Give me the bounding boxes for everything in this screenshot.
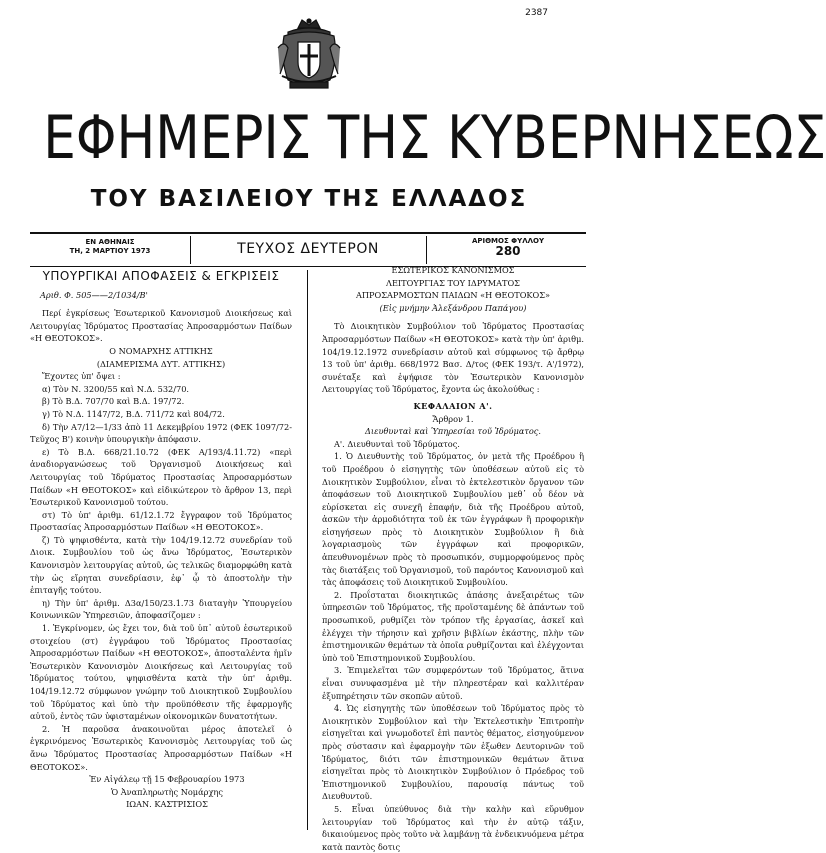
article-heading: Ἄρθρον 1. [432,413,474,424]
right-column [322,264,584,853]
decision-reference: Αριθ. Φ. 505——2/1034/Β' [40,289,148,300]
masthead-date: ΤΗ, 2 ΜΑΡΤΙΟΥ 1973 [69,247,151,255]
list-item: ζ) Τὸ ψηφισθέντα, κατὰ τὴν 104/19.12.72 συνεδρίαν τοῦ Διοικ. Συμβουλίου τοῦ ὡς ἄνω Ἱδρύματος, Ἐσωτερικὸν Κανονισμὸν λειτουργίας αὐτοῦ, ὡς τελικῶς διαμορφώθη κατὰ τὴν ὡς εἴρηται συνεδρίασιν, ἐφ᾽ ᾧ τὸ ἀποστολὴν τὴν ἐπιταγῆς τούτου. [30,534,292,596]
list-item: β) Τὸ Β.Δ. 707/70 καὶ Β.Δ. 197/72. [42,396,185,407]
article-paragraph: 2. Προΐσταται διοικητικῶς ἁπάσης ἀνεξαιρέτως τῶν ὑπηρεσιῶν τοῦ Ἱδρύματος, τῆς προϊσταμένης δὲ ἁπάντων τοῦ προσωπικοῦ, ρυθμίζει τὸν τρόπον τῆς ἐργασίας, ἀσκεῖ καὶ ἐλέγχει τὴν τήρησιν καὶ χρῆσιν βιβλίων ἐκάστης, πλὴν τῶν ἐπιστημονικῶν θεμάτων τὰ ὁποῖα ρυθμίζονται καὶ ἐλέγχονται ὑπὸ τοῦ Ἐπιστημονικοῦ Συμβουλίου. [322,589,584,663]
article-paragraph: 4. Ὡς εἰσηγητὴς τῶν ὑποθέσεων τοῦ Ἱδρύματος πρὸς τὸ Διοικητικὸν Συμβούλιον καὶ τὴν Ἐκτελεστικὴν Ἐπιτροπὴν εἰσηγεῖται καὶ γνωμοδοτεῖ ἐπὶ παντὸς θέματος, εἰσηγούμενον πρὸς σύστασιν καὶ ἐφαρμογὴν τῶν ἐξωθεν Δευτορινῶν τοῦ Ἱδρύματος, διότι τῶν ἐπιστημονικῶν θεμάτων ἅτινα εἰσηγεῖται πρὸς τὸ Διοικητικὸν Συμβούλιον ὁ Πρόεδρος τοῦ Ἐπιστημονικοῦ Συμβουλίου, παρουσίᾳ πάντως τοῦ Διευθυντοῦ. [322,703,584,802]
masthead-top-rule [30,232,586,234]
masthead-info-bar [30,236,586,266]
closing-name: ΙΩΑΝ. ΚΑΣΤΡΙΣΙΟΣ [126,799,208,810]
masthead-place: ΕΝ ΑΘΗΝΑΙΣ [85,238,135,246]
list-item: ε) Τὸ Β.Δ. 668/21.10.72 (ΦΕΚ Α/193/4.11.72) «περὶ ἀναδιοργανώσεως τοῦ Ὀργανισμοῦ Διοικήσεως καὶ Λειτουργίας τοῦ Ἱδρύματος Προστασίας Ἀπροσαρμόστων Παίδων «Η ΘΕΟΤΟΚΟΣ» καὶ εἰδικώτερον τὸ ἄρθρον 13, περὶ Ἐσωτερικοῦ Κανονισμοῦ τούτου. [30,446,292,508]
regulation-dedication: (Εἰς μνήμην Ἀλεξάνδρου Παπάγου) [379,302,527,313]
sheet-number-label: ΑΡΙΘΜΟΣ ΦΥΛΛΟΥ [471,237,545,245]
list-item: α) Τὸν Ν. 3200/55 καὶ Ν.Δ. 532/70. [42,383,190,394]
royal-coat-of-arms-icon [276,18,342,92]
left-column [30,270,292,811]
list-item: η) Τὴν ὑπ' ἀριθμ. Δ3α/150/23.1.73 διαταγὴν Ὑπουργείου Κοινωνικῶν Ὑπηρεσιῶν, ἀποφασίζομεν : [30,597,292,621]
section-heading: ΥΠΟΥΡΓΙΚΑΙ ΑΠΟΦΑΣΕΙΣ & ΕΓΚΡΙΣΕΙΣ [42,269,280,283]
article-paragraph: 5. Εἶναι ὑπεύθυνος διὰ τὴν καλὴν καὶ εὔρυθμον λειτουργίαν τοῦ Ἱδρύματος καὶ τὴν ἐν αὐτῷ τάξιν, δικαιούμενος πρὸς τοῦτο νὰ λαμβάνῃ τὰ ἐνδεικνυόμενα μέτρα κατὰ παντὸς δοτις [322,803,584,852]
authority-subtitle: (ΔΙΑΜΕΡΙΣΜΑ ΔΥΤ. ΑΤΤΙΚΗΣ) [96,358,226,369]
article-paragraph: 1. Ὁ Διευθυντὴς τοῦ Ἱδρύματος, ὁν μετὰ τῆς Προέδρου ἢ τοῦ Προέδρου ὁ εἰσηγητὴς τῶν ὑποθέσεων αὐτοῦ εἰς τὸ Διοικητικὸν Συμβούλιον, εἶναι τὸ ἐκτελεστικὸν ὄργανον τῶν ἀποφάσεων τοῦ Διοικητικοῦ Συμβουλίου μεθ᾽ οὗ δέον νὰ εὑρίσκεται εἰς συνεχῆ ἐπαφήν, διὰ τῆς Προέδρου αὐτοῦ, ἀσκῶν τὴν ἁρμοδιότητα τοῦ ἐκ τῶν ἐγγράφων ἢ προφορικὴν εἰσηγήσεων πρὸς τὸ Διοικητικὸν Συμβούλιον ἢ διὰ λογαριασμοὺς τῶν ἐγγράφων καὶ προφορικῶν, ἀπευθυνομένων πρὸς τὸ προσωπικόν, συμμορφούμενος πρὸς τὰς διατάξεις τοῦ Ὀργανισμοῦ, τοῦ παρόντος Κανονισμοῦ καὶ τὰς ἀποφάσεις τοῦ Διοικητικοῦ Συμβουλίου. [322,451,584,588]
chapter-heading: ΚΕΦΑΛΑΙΟΝ Α'. [413,400,493,411]
page-number: 2387 [525,8,548,18]
decision-paragraph: 1. Ἐγκρίνομεν, ὡς ἔχει τον, διὰ τοῦ ὑπ᾽ αὐτοῦ ἐσωτερικοῦ στοιχείου (στ) ἐγγράφου τοῦ Ἱδρύματος Προστασίας Ἀπροσαρμόστων Παίδων «Η ΘΕΟΤΟΚΟΣ», ἀποσταλέντα ἡμῖν Ἐσωτερικὸν Κανονισμὸν Διοικήσεως καὶ Λειτουργίας τοῦ Ἱδρύματος τούτου, ψηφισθέντα κατὰ τὴν ὑπ' ἀριθμ. 104/19.12.72 σύμφωνον γνώμην τοῦ Διοικητικοῦ Συμβουλίου τοῦ Ἱδρύματος καὶ ὑπὸ τὴν προϋπόθεσιν τῆς ἐφαρμογῆς αὐτοῦ, ἐντὸς τῶν ὑφισταμένων οἰκονομικῶν δυνατοτήτων. [30,623,292,722]
decision-paragraph: 2. Ἡ παροῦσα ἀνακοινοῦται μέρος ἀποτελεῖ ὁ ἐγκρινόμενος Ἐσωτερικὸς Κανονισμὸς Λειτουργίας τοῦ ὡς ἄνω Ἱδρύματος Προστασίας Ἀπροσαρμόστων Παίδων «Η ΘΕΟΤΟΚΟΣ». [30,723,292,772]
column-divider [307,270,308,830]
gazette-title: ΕΦΗΜΕΡΙΣ ΤΗΣ ΚΥΒΕΡΝΗΣΕΩΣ [43,103,826,173]
issue-label: ΤΕΥΧΟΣ ΔΕΥΤΕΡΟΝ [237,241,379,257]
authority-title: Ο ΝΟΜΑΡΧΗΣ ΑΤΤΙΚΗΣ [109,345,213,356]
sheet-number: 280 [495,244,521,258]
regulation-heading: ΑΠΡΟΣΑΡΜΟΣΤΩΝ ΠΑΙΔΩΝ «Η ΘΕΟΤΟΚΟΣ» [355,290,551,301]
regulation-heading: ΕΣΩΤΕΡΙΚΟΣ ΚΑΝΟΝΙΣΜΟΣ [391,265,515,275]
gazette-subtitle: ΤΟΥ ΒΑΣΙΛΕΙΟΥ ΤΗΣ ΕΛΛΑΔΟΣ [90,186,528,212]
masthead-place-date [40,238,180,256]
list-item: γ) Τὸ Ν.Δ. 1147/72, Β.Δ. 711/72 καὶ 804/72. [42,408,225,419]
subsection-title: Α'. Διευθυνταὶ τοῦ Ἱδρύματος. [334,438,460,449]
sheet-number-block [438,237,578,256]
article-paragraph: 3. Ἐπιμελεῖται τῶν συμφερόντων τοῦ Ἱδρύματος, ἅτινα εἶναι συνυφασμένα μὲ τὴν πληρεστέραν καὶ καλλιτέραν ἐξυπηρέτησιν τῶν σκοπῶν αὐτοῦ. [322,665,584,701]
having-regard: Ἔχοντες ὑπ' ὄψει : [42,371,121,382]
decision-subject: Περί ἐγκρίσεως Ἐσωτερικοῦ Κανονισμοῦ Διοικήσεως καὶ Λειτουργίας Ἱδρύματος Προστασίας Ἀπροσαρμόστων Παίδων «Η ΘΕΟΤΟΚΟΣ». [30,308,292,344]
list-item: δ) Τὴν Α7/12—1/33 ἀπὸ 11 Δεκεμβρίου 1972 (ΦΕΚ 1097/72-Τεῦχος Β') κοινὴν ὑπουργικὴν ἀπόφασιν. [30,421,292,445]
article-title: Διευθυνταὶ καὶ Ὑπηρεσίαι τοῦ Ἱδρύματος. [364,426,541,437]
regulation-intro: Τὸ Διοικητικὸν Συμβούλιον τοῦ Ἱδρύματος Προστασίας Ἀπροσαρμόστων Παίδων «Η ΘΕΟΤΟΚΟΣ» κατὰ τὴν ὑπ' ἀριθμ. 104/19.12.1972 συνεδρίασιν αὐτοῦ καὶ σύμφωνος τῷ ἄρθρῳ 13 τοῦ ὑπ' ἀριθμ. 668/1972 Βασ. Δ/τος (ΦΕΚ 193/τ. Α'/1972), συνέταξε καὶ ἐψήφισε τὸν Ἐσωτερικὸν Κανονισμὸν Λειτουργίας τοῦ Ἱδρύματος, ἔχοντα ὡς ἀκολούθως : [322,321,584,395]
regulation-heading: ΛΕΙΤΟΥΡΓΙΑΣ ΤΟΥ ΙΔΡΥΜΑΤΟΣ [386,277,520,288]
closing-place-date: Ἐν Αἰγάλεῳ τῇ 15 Φεβρουαρίου 1973 [89,774,245,785]
masthead-divider [190,236,191,264]
list-item: στ) Τὸ ὑπ' ἀριθμ. 61/12.1.72 ἔγγραφον τοῦ Ἱδρύματος Προστασίας Ἀπροσαρμόστων Παίδων «Η ΘΕΟΤΟΚΟΣ». [30,509,292,533]
closing-role: Ὁ Ἀναπληρωτὴς Νομάρχης [111,786,223,797]
masthead-divider [426,236,427,264]
